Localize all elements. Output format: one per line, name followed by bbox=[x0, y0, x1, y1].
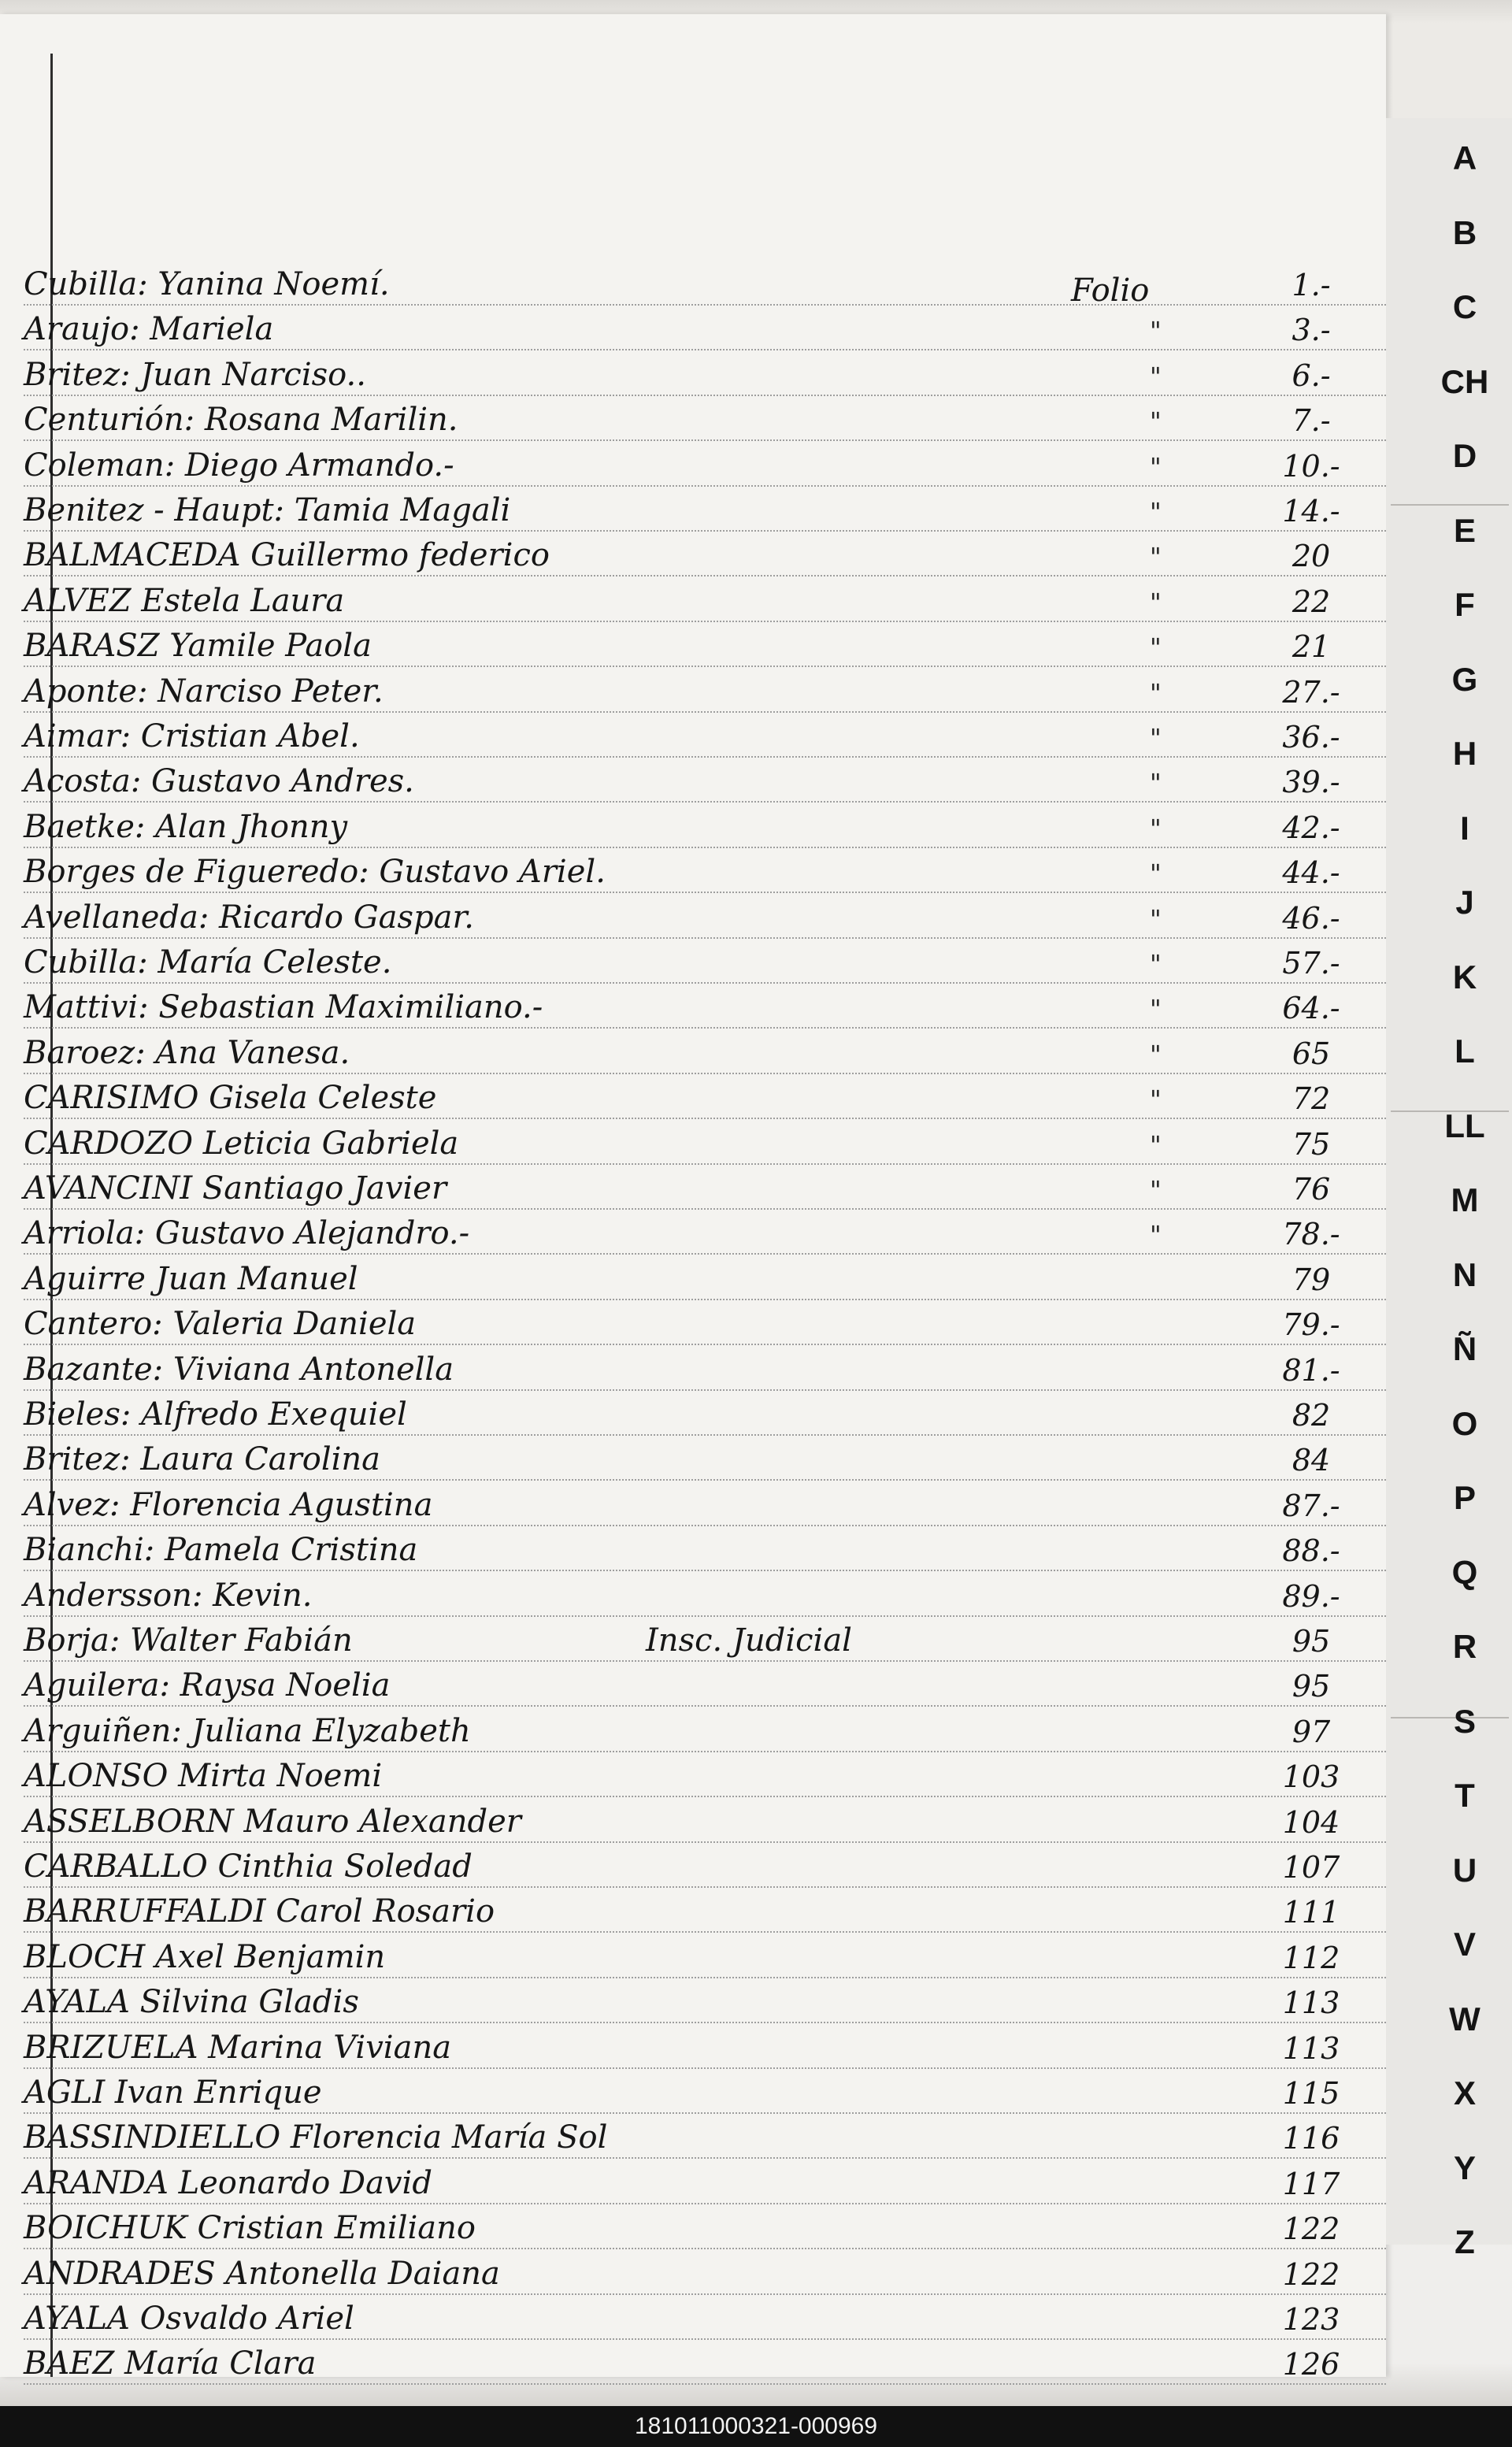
entry-name: Avellaneda: Ricardo Gaspar. bbox=[24, 899, 474, 936]
entry-folio: 14.- bbox=[1282, 494, 1340, 528]
index-tab-r[interactable]: R bbox=[1452, 1628, 1477, 1665]
index-tab-ch[interactable]: CH bbox=[1440, 362, 1489, 400]
entry-name: BAEZ María Clara bbox=[24, 2345, 317, 2382]
entry-folio: 126 bbox=[1282, 2347, 1340, 2382]
index-tab-w[interactable]: W bbox=[1449, 2000, 1480, 2037]
ditto-mark: " bbox=[1150, 903, 1162, 934]
entry-folio: 42.- bbox=[1282, 810, 1340, 845]
entry-folio: 22 bbox=[1292, 584, 1331, 619]
index-tab-g[interactable]: G bbox=[1451, 660, 1478, 698]
entry-folio: 7.- bbox=[1292, 403, 1331, 439]
entry-name: ALONSO Mirta Noemi bbox=[24, 1758, 383, 1795]
entry-name: Baetke: Alan Jhonny bbox=[24, 808, 348, 845]
entry-name: Cubilla: Yanina Noemí. bbox=[24, 266, 390, 302]
entry-folio: 107 bbox=[1282, 1850, 1340, 1885]
index-tab-o[interactable]: O bbox=[1451, 1404, 1478, 1442]
ledger-row bbox=[24, 2067, 1386, 2114]
entry-name: Arguiñen: Juliana Elyzabeth bbox=[24, 1712, 471, 1749]
entry-name: Aguilera: Raysa Noelia bbox=[24, 1667, 391, 1704]
ledger-row bbox=[24, 2248, 1386, 2295]
ledger-row bbox=[24, 2111, 1386, 2159]
entry-name: Centurión: Rosana Marilin. bbox=[24, 402, 458, 439]
entry-name: Andersson: Kevin. bbox=[24, 1577, 313, 1614]
entry-name: Borja: Walter Fabián bbox=[24, 1622, 353, 1659]
ditto-mark: " bbox=[1150, 1220, 1162, 1251]
index-tab-q[interactable]: Q bbox=[1451, 1553, 1478, 1591]
ledger-row bbox=[24, 892, 1386, 939]
entry-name: Aponte: Narciso Peter. bbox=[24, 673, 384, 710]
ledger-row bbox=[24, 1796, 1386, 1843]
ledger-row bbox=[24, 801, 1386, 848]
ditto-mark: " bbox=[1150, 768, 1162, 799]
ledger-row bbox=[24, 846, 1386, 893]
index-tab-z[interactable]: Z bbox=[1455, 2223, 1475, 2260]
entry-name: Mattivi: Sebastian Maximiliano.- bbox=[24, 989, 543, 1026]
index-tab-d[interactable]: D bbox=[1452, 437, 1477, 474]
entry-name: Baroez: Ana Vanesa. bbox=[24, 1034, 350, 1071]
ledger-row bbox=[24, 1615, 1386, 1662]
entry-folio: 115 bbox=[1282, 2076, 1340, 2111]
entry-folio: 78.- bbox=[1282, 1217, 1340, 1252]
entry-folio: 82 bbox=[1292, 1398, 1331, 1433]
index-tab-k[interactable]: K bbox=[1452, 958, 1477, 995]
entry-name: Britez: Laura Carolina bbox=[24, 1441, 381, 1478]
entry-name: Aimar: Cristian Abel. bbox=[24, 718, 360, 754]
entry-folio: 97 bbox=[1292, 1714, 1331, 1749]
ledger-row bbox=[24, 484, 1386, 532]
entry-name: ASSELBORN Mauro Alexander bbox=[24, 1803, 521, 1840]
entry-name: Cantero: Valeria Daniela bbox=[24, 1306, 417, 1343]
entry-name: BARRUFFALDI Carol Rosario bbox=[24, 1893, 495, 1930]
ditto-mark: " bbox=[1150, 723, 1162, 753]
entry-folio: 65 bbox=[1292, 1036, 1331, 1071]
entry-folio: 112 bbox=[1282, 1940, 1340, 1975]
entry-folio: 89.- bbox=[1282, 1578, 1340, 1614]
entry-folio: 44.- bbox=[1282, 855, 1340, 891]
entry-folio: 27.- bbox=[1282, 674, 1340, 710]
entry-name: BRIZUELA Marina Viviana bbox=[24, 2029, 452, 2066]
entry-folio: 113 bbox=[1282, 2030, 1340, 2066]
ledger-row bbox=[24, 755, 1386, 803]
ledger-row bbox=[24, 2202, 1386, 2249]
entry-folio: 72 bbox=[1292, 1081, 1331, 1117]
entry-folio: 103 bbox=[1282, 1759, 1340, 1795]
ledger-row bbox=[24, 2338, 1386, 2385]
entry-folio: 122 bbox=[1282, 2256, 1340, 2292]
ledger-row bbox=[24, 1072, 1386, 1119]
entry-folio: 20 bbox=[1292, 539, 1331, 574]
entry-folio: 39.- bbox=[1282, 765, 1340, 800]
scan-id-footer: 181011000321-000969 bbox=[0, 2406, 1512, 2447]
folio-header: Folio bbox=[1071, 273, 1150, 309]
ledger-row bbox=[24, 1433, 1386, 1481]
ledger-row bbox=[24, 529, 1386, 577]
entry-name: AGLI Ivan Enrique bbox=[24, 2074, 322, 2111]
entry-folio: 79 bbox=[1292, 1262, 1331, 1297]
alphabet-index-tabs bbox=[1386, 118, 1512, 2245]
index-tab-l[interactable]: L bbox=[1455, 1033, 1475, 1070]
ledger-row bbox=[24, 1931, 1386, 1978]
ditto-mark: " bbox=[1150, 451, 1162, 482]
ledger-row bbox=[24, 1388, 1386, 1436]
entry-folio: 95 bbox=[1292, 1669, 1331, 1704]
entry-name: Bieles: Alfredo Exequiel bbox=[24, 1396, 407, 1433]
ledger-row bbox=[24, 666, 1386, 713]
entry-folio: 79.- bbox=[1282, 1307, 1340, 1343]
index-tab-x[interactable]: X bbox=[1453, 2074, 1476, 2111]
entry-folio: 88.- bbox=[1282, 1533, 1340, 1569]
tab-divider bbox=[1391, 504, 1509, 506]
entry-folio: 36.- bbox=[1282, 720, 1340, 754]
ledger-row bbox=[24, 1841, 1386, 1888]
entry-folio: 113 bbox=[1282, 1985, 1340, 2021]
entry-name: AVANCINI Santiago Javier bbox=[24, 1170, 447, 1207]
ledger-row bbox=[24, 258, 1386, 306]
ledger-row bbox=[24, 710, 1386, 758]
ledger-row bbox=[24, 1344, 1386, 1391]
ledger-page bbox=[0, 14, 1386, 2382]
ledger-row bbox=[24, 439, 1386, 487]
index-tab-ll[interactable]: LL bbox=[1444, 1107, 1485, 1144]
index-tab-n[interactable]: N bbox=[1452, 1255, 1477, 1293]
ditto-mark: " bbox=[1150, 813, 1162, 843]
index-tab-f[interactable]: F bbox=[1455, 586, 1475, 623]
ledger-row bbox=[24, 1976, 1386, 2023]
entry-name: BOICHUK Cristian Emiliano bbox=[24, 2210, 476, 2247]
index-tab-m[interactable]: M bbox=[1451, 1181, 1479, 1218]
ditto-mark: " bbox=[1150, 632, 1162, 663]
ledger-row bbox=[24, 1570, 1386, 1617]
entry-name: BALMACEDA Guillermo federico bbox=[24, 537, 550, 574]
entry-folio: 1.- bbox=[1292, 268, 1331, 302]
index-tab-s[interactable]: S bbox=[1453, 1702, 1476, 1740]
ledger-row bbox=[24, 349, 1386, 396]
entry-name: Bazante: Viviana Antonella bbox=[24, 1351, 454, 1388]
entry-folio: 117 bbox=[1282, 2166, 1340, 2201]
ledger-row bbox=[24, 1162, 1386, 1210]
ledger-row bbox=[24, 2022, 1386, 2069]
entry-folio: 111 bbox=[1282, 1895, 1340, 1930]
index-tab-e[interactable]: E bbox=[1453, 511, 1476, 549]
index-tab-y[interactable]: Y bbox=[1453, 2149, 1476, 2186]
ditto-mark: " bbox=[1150, 1084, 1162, 1115]
entry-name: Britez: Juan Narciso.. bbox=[24, 356, 366, 393]
entry-name: Cubilla: María Celeste. bbox=[24, 944, 392, 981]
entry-name: BARASZ Yamile Paola bbox=[24, 628, 372, 665]
entry-folio: 87.- bbox=[1282, 1488, 1340, 1523]
entry-name: Acosta: Gustavo Andres. bbox=[24, 763, 414, 800]
index-tab-j[interactable]: J bbox=[1455, 884, 1474, 921]
ledger-row bbox=[24, 1298, 1386, 1345]
entry-name: Alvez: Florencia Agustina bbox=[24, 1486, 433, 1523]
ledger-row bbox=[24, 1885, 1386, 1933]
ditto-mark: " bbox=[1150, 316, 1162, 347]
ditto-mark: " bbox=[1150, 1175, 1162, 1205]
entry-folio: 57.- bbox=[1282, 946, 1340, 981]
entry-folio: 122 bbox=[1282, 2212, 1340, 2247]
entry-folio: 116 bbox=[1282, 2121, 1340, 2156]
entry-name: CARDOZO Leticia Gabriela bbox=[24, 1125, 459, 1162]
ditto-mark: " bbox=[1150, 361, 1162, 391]
ledger-row bbox=[24, 2157, 1386, 2204]
entry-folio: 104 bbox=[1282, 1804, 1340, 1840]
ditto-mark: " bbox=[1150, 497, 1162, 527]
ditto-mark: " bbox=[1150, 1039, 1162, 1070]
index-tab-h[interactable]: H bbox=[1452, 735, 1477, 772]
entry-folio: 6.- bbox=[1292, 358, 1331, 393]
ledger-row bbox=[24, 620, 1386, 667]
entry-name: Aguirre Juan Manuel bbox=[24, 1260, 358, 1297]
ledger-row bbox=[24, 1479, 1386, 1526]
entry-name: AYALA Silvina Gladis bbox=[24, 1984, 359, 2021]
ditto-mark: " bbox=[1150, 1129, 1162, 1160]
entry-name: Benitez - Haupt: Tamia Magali bbox=[24, 492, 511, 528]
index-tab-b[interactable]: B bbox=[1452, 213, 1477, 251]
entry-name: CARBALLO Cinthia Soledad bbox=[24, 1848, 472, 1885]
ledger-row bbox=[24, 394, 1386, 441]
ledger-row bbox=[24, 303, 1386, 350]
ditto-mark: " bbox=[1150, 994, 1162, 1025]
entry-name: Coleman: Diego Armando.- bbox=[24, 447, 454, 484]
entry-name: CARISIMO Gisela Celeste bbox=[24, 1080, 437, 1117]
ledger-row bbox=[24, 1207, 1386, 1255]
ditto-mark: " bbox=[1150, 858, 1162, 889]
entry-name: Borges de Figueredo: Gustavo Ariel. bbox=[24, 854, 606, 891]
entry-name: ANDRADES Antonella Daiana bbox=[24, 2255, 500, 2292]
ledger-row bbox=[24, 1118, 1386, 1165]
entry-name: Arriola: Gustavo Alejandro.- bbox=[24, 1215, 470, 1252]
index-tab-c[interactable]: C bbox=[1452, 288, 1477, 325]
ditto-mark: " bbox=[1150, 949, 1162, 979]
ledger-row bbox=[24, 1705, 1386, 1752]
entry-folio: 76 bbox=[1292, 1172, 1331, 1207]
entry-folio: 81.- bbox=[1282, 1352, 1340, 1388]
index-tab-i[interactable]: I bbox=[1460, 809, 1469, 847]
entry-folio: 123 bbox=[1282, 2302, 1340, 2337]
entry-name: Araujo: Mariela bbox=[24, 311, 274, 348]
ledger-row bbox=[24, 1253, 1386, 1300]
entry-folio: 84 bbox=[1292, 1443, 1331, 1478]
entry-folio: 64.- bbox=[1282, 991, 1340, 1026]
index-tab-v[interactable]: V bbox=[1453, 1926, 1476, 1963]
ledger-row bbox=[24, 981, 1386, 1029]
ledger-row bbox=[24, 2293, 1386, 2340]
index-tab-ñ[interactable]: Ñ bbox=[1452, 1330, 1477, 1367]
ditto-mark: " bbox=[1150, 406, 1162, 437]
index-tab-a[interactable]: A bbox=[1452, 139, 1477, 176]
entry-name: BLOCH Axel Benjamin bbox=[24, 1938, 386, 1975]
entry-name: BASSINDIELLO Florencia María Sol bbox=[24, 2119, 608, 2156]
index-tab-p[interactable]: P bbox=[1453, 1479, 1476, 1516]
entry-folio: 46.- bbox=[1282, 900, 1340, 936]
ledger-row bbox=[24, 1027, 1386, 1074]
entry-folio: 3.- bbox=[1292, 313, 1331, 348]
entry-folio: 21 bbox=[1292, 629, 1331, 665]
index-tab-t[interactable]: T bbox=[1455, 1777, 1475, 1814]
ledger-row bbox=[24, 1750, 1386, 1797]
entry-name: ALVEZ Estela Laura bbox=[24, 582, 345, 619]
entry-folio: 10.- bbox=[1282, 448, 1340, 484]
entry-name: Bianchi: Pamela Cristina bbox=[24, 1532, 418, 1569]
entry-name: ARANDA Leonardo David bbox=[24, 2164, 432, 2201]
entry-note: Insc. Judicial bbox=[646, 1622, 852, 1659]
entry-name: AYALA Osvaldo Ariel bbox=[24, 2301, 354, 2337]
index-tab-u[interactable]: U bbox=[1452, 1851, 1477, 1889]
ledger-row bbox=[24, 1659, 1386, 1707]
ledger-row bbox=[24, 936, 1386, 984]
ditto-mark: " bbox=[1150, 587, 1162, 617]
entry-folio: 75 bbox=[1292, 1126, 1331, 1162]
entry-folio: 95 bbox=[1292, 1624, 1331, 1659]
ledger-row bbox=[24, 575, 1386, 622]
ledger-row bbox=[24, 1524, 1386, 1571]
ditto-mark: " bbox=[1150, 542, 1162, 573]
ditto-mark: " bbox=[1150, 677, 1162, 708]
